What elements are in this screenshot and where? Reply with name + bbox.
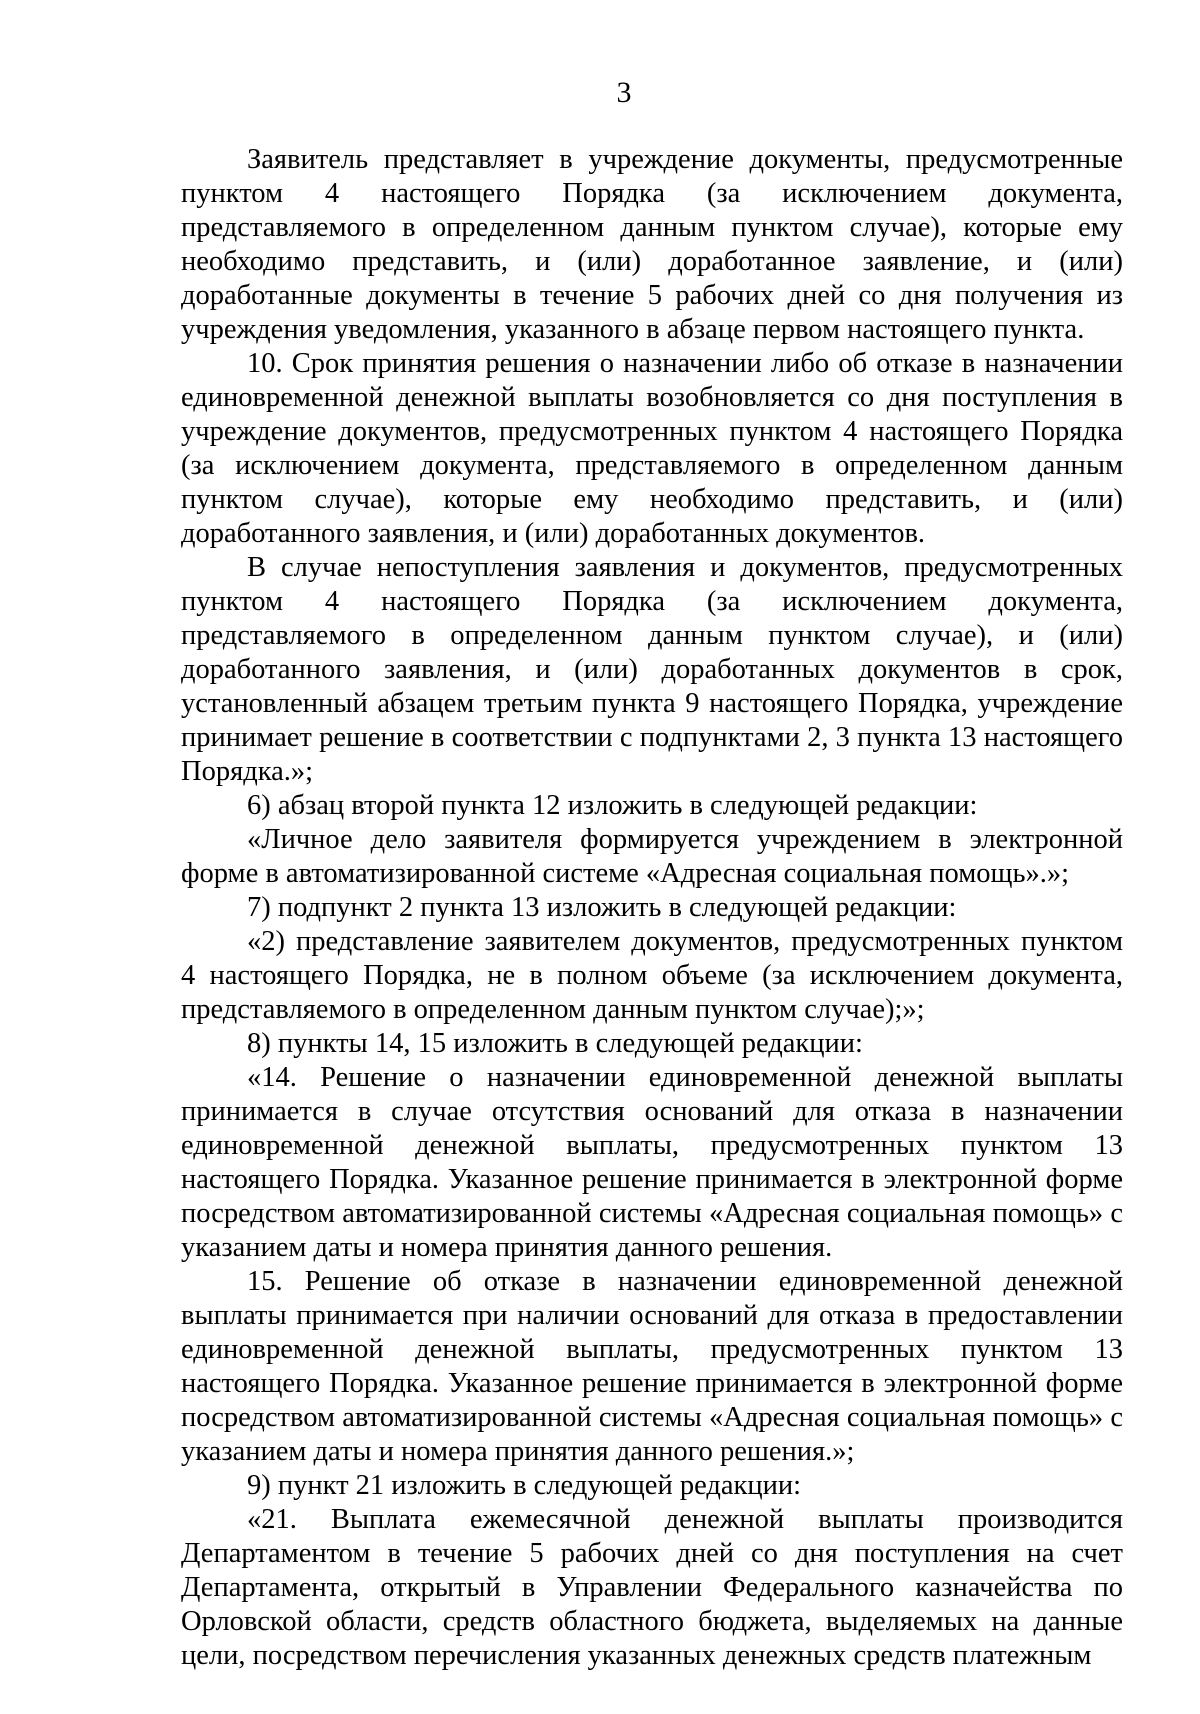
paragraph-15-refusal: 15. Решение об отказе в назначении единовременной денежной выплаты принимается при наличии оснований для отказа в предоставлении единовременной денежной выплаты, предусмотренных пунктом 13 настоящего Порядка. Указанное решение принимается в электронной форме посредством автоматизированной системы «Адресная социальная помощь» с указанием даты и номера принятия данного решения.»; — [181, 1266, 1123, 1467]
amendment-8-heading: 8) пункты 14, 15 изложить в следующей редакции: — [247, 1028, 863, 1059]
paragraph-non-receipt: В случае непоступления заявления и документов, предусмотренных пунктом 4 настоящего Порядка (за исключением документа, представляемого в определенном данным пунктом случае), и (или) доработанного заявления, и (или) доработанных документов в срок, установленный абзацем третьим пункта 9 настоящего Порядка, учреждение принимает решение в соответствии с подпунктами 2, 3 пункта 13 настоящего Порядка.»; — [181, 552, 1123, 787]
paragraph-21-payment: «21. Выплата ежемесячной денежной выплаты производится Департаментом в течение 5 рабочих дней со дня поступления на счет Департамента, открытый в Управлении Федерального казначейства по Орловской области, средств областного бюджета, выделяемых на данные цели, посредством перечисления указанных денежных средств платежным — [181, 1504, 1123, 1671]
document-body — [181, 143, 1123, 1673]
paragraph-subitem-2: «2) представление заявителем документов, предусмотренных пунктом 4 настоящего Порядка, не в полном объеме (за исключением документа, представляемого в определенном данным пунктом случае);»; — [181, 926, 1123, 1025]
paragraph-applicant-submission: Заявитель представляет в учреждение документы, предусмотренные пунктом 4 настоящего Порядка (за исключением документа, представляемого в определенном данным пунктом случае), которые ему необходимо представить, и (или) доработанное заявление, и (или) доработанные документы в течение 5 рабочих дней со дня получения из учреждения уведомления, указанного в абзаце первом настоящего пункта. — [181, 144, 1123, 345]
paragraph-10-term-resumption: 10. Срок принятия решения о назначении либо об отказе в назначении единовременной денежной выплаты возобновляется со дня поступления в учреждение документов, предусмотренных пунктом 4 настоящего Порядка (за исключением документа, представляемого в определенном данным пунктом случае), которые ему необходимо представить, и (или) доработанного заявления, и (или) доработанных документов. — [181, 348, 1123, 549]
amendment-9-heading: 9) пункт 21 изложить в следующей редакции: — [247, 1470, 802, 1501]
amendment-7-heading: 7) подпункт 2 пункта 13 изложить в следующей редакции: — [247, 892, 957, 923]
amendment-6-heading: 6) абзац второй пункта 12 изложить в следующей редакции: — [247, 790, 978, 821]
paragraph-14-decision: «14. Решение о назначении единовременной денежной выплаты принимается в случае отсутствия оснований для отказа в назначении единовременной денежной выплаты, предусмотренных пунктом 13 настоящего Порядка. Указанное решение принимается в электронной форме посредством автоматизированной системы «Адресная социальная помощь» с указанием даты и номера принятия данного решения. — [181, 1062, 1123, 1263]
paragraph-personal-file: «Личное дело заявителя формируется учреждением в электронной форме в автоматизированной системе «Адресная социальная помощь».»; — [181, 824, 1123, 889]
page-number: 3 — [616, 76, 632, 109]
